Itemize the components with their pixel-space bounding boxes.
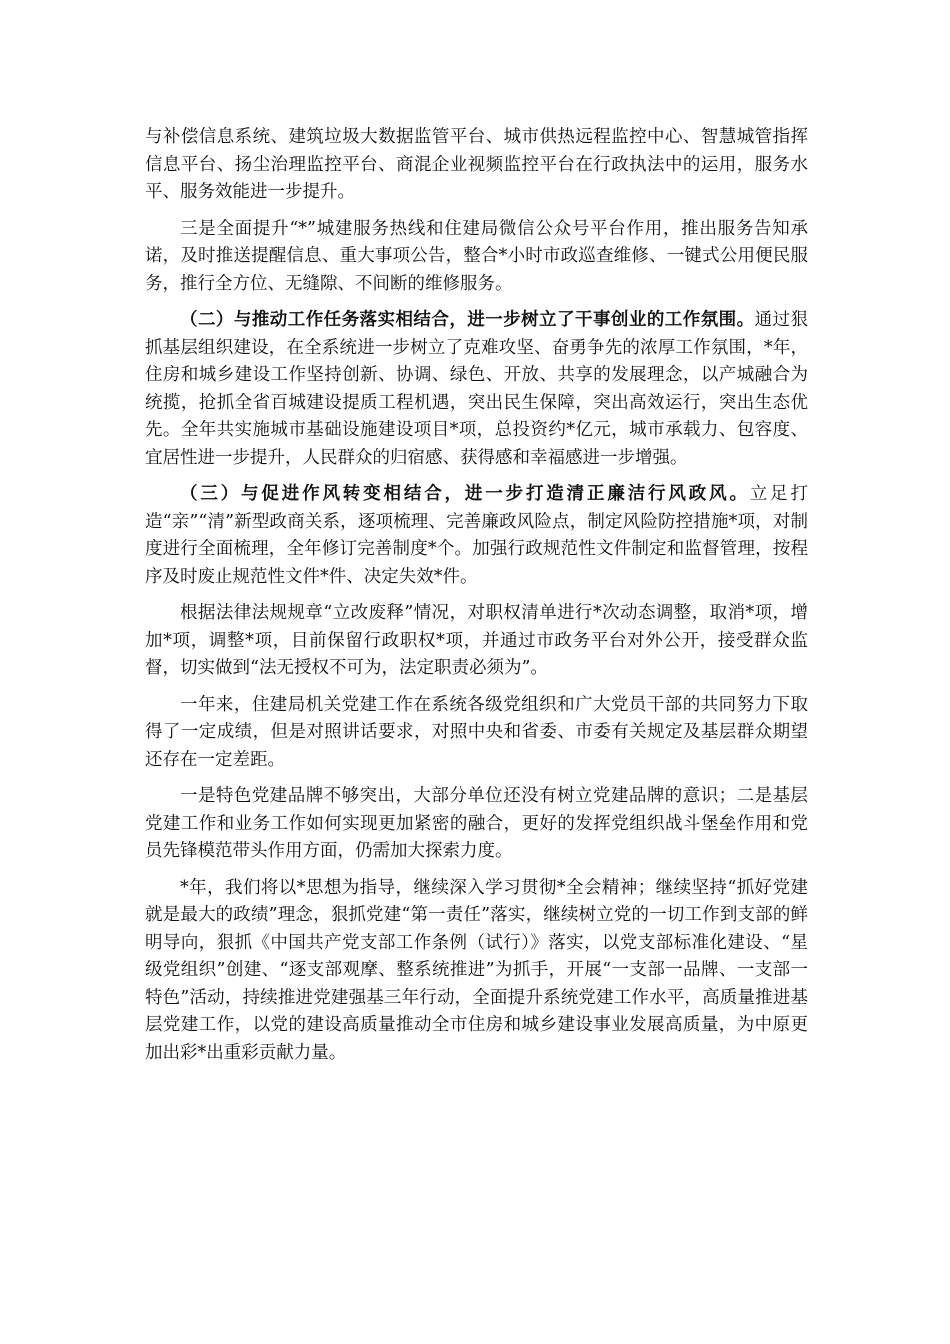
paragraph-4-text: 立足打造“亲”“清”新型政商关系，逐项梳理、完善廉政风险点，制定风险防控措施*项，对制度进行全面梳理，全年修订完善制度*个。加强行政规范性文件制定和监督管理，按程序及时废止规范性文件*件、决定失效*件。 [145, 484, 809, 587]
paragraph-2 [145, 216, 808, 299]
section-heading-2: （二）与推动工作任务落实相结合，进一步树立了干事创业的工作氛围。 [180, 310, 755, 330]
paragraph-3-text: 通过狠抓基层组织建设，在全系统进一步树立了克难攻坚、奋勇争先的浓厚工作氛围，*年，住房和城乡建设工作坚持创新、协调、绿色、开放、共享的发展理念，以产城融合为统揽，抢抓全省百城建设提质工程机遇，突出民生保障，突出高效运行，突出生态优先。全年共实施城市基础设施建设项目*项，总投资约*亿元，城市承载力、包容度、宜居性进一步提升，人民群众的归宿感、获得感和幸福感进一步增强。 [145, 310, 809, 468]
paragraph-1 [145, 124, 808, 207]
paragraph-5 [145, 600, 808, 683]
paragraph-1-text: 与补偿信息系统、建筑垃圾大数据监管平台、城市供热远程监控中心、智慧城管指挥信息平台、扬尘治理监控平台、商混企业视频监控平台在行政执法中的运用，服务水平、服务效能进一步提升。 [145, 127, 808, 202]
paragraph-2-text: 三是全面提升“*”城建服务热线和住建局微信公众号平台作用，推出服务告知承诺，及时推送提醒信息、重大事项公告，整合*小时市政巡查维修、一键式公用便民服务，推行全方位、无缝隙、不间断的维修服务。 [145, 218, 808, 294]
paragraph-8-text: *年，我们将以*思想为指导，继续深入学习贯彻*全会精神；继续坚持“抓好党建就是最大的政绩”理念，狠抓党建“第一责任”落实，继续树立党的一切工作到支部的鲜明导向，狠抓《中国共产党支部工作条例（试行）》落实，以党支部标准化建设、“星级党组织”创建、“逐支部观摩、整系统推进”为抓手，开展“一支部一品牌、一支部一特色”活动，持续推进党建强基三年行动，全面提升系统党建工作水平，高质量推进基层党建工作，以党的建设高质量推动全市住房和城乡建设事业发展高质量，为中原更加出彩*出重彩贡献力量。 [145, 877, 808, 1063]
paragraph-7 [145, 783, 808, 866]
paragraph-4 [145, 481, 808, 591]
paragraph-3 [145, 307, 808, 472]
paragraph-6-text: 一年来，住建局机关党建工作在系统各级党组织和广大党员干部的共同努力下取得了一定成绩，但是对照讲话要求，对照中央和省委、市委有关规定及基层群众期望还存在一定差距。 [145, 694, 808, 770]
paragraph-8 [145, 875, 808, 1068]
paragraph-5-text: 根据法律法规规章“立改废释”情况，对职权清单进行*次动态调整，取消*项，增加*项，调整*项，目前保留行政职权*项，并通过市政务平台对外公开，接受群众监督，切实做到“法无授权不可为，法定职责必须为”。 [145, 603, 808, 678]
paragraph-7-text: 一是特色党建品牌不够突出，大部分单位还没有树立党建品牌的意识；二是基层党建工作和业务工作如何实现更加紧密的融合，更好的发挥党组织战斗堡垒作用和党员先锋模范带头作用方面，仍需加大探索力度。 [145, 786, 808, 861]
paragraph-6 [145, 692, 808, 775]
section-heading-3: （三）与促进作风转变相结合，进一步打造清正廉洁行风政风。 [180, 484, 750, 504]
document-body [145, 124, 808, 1076]
